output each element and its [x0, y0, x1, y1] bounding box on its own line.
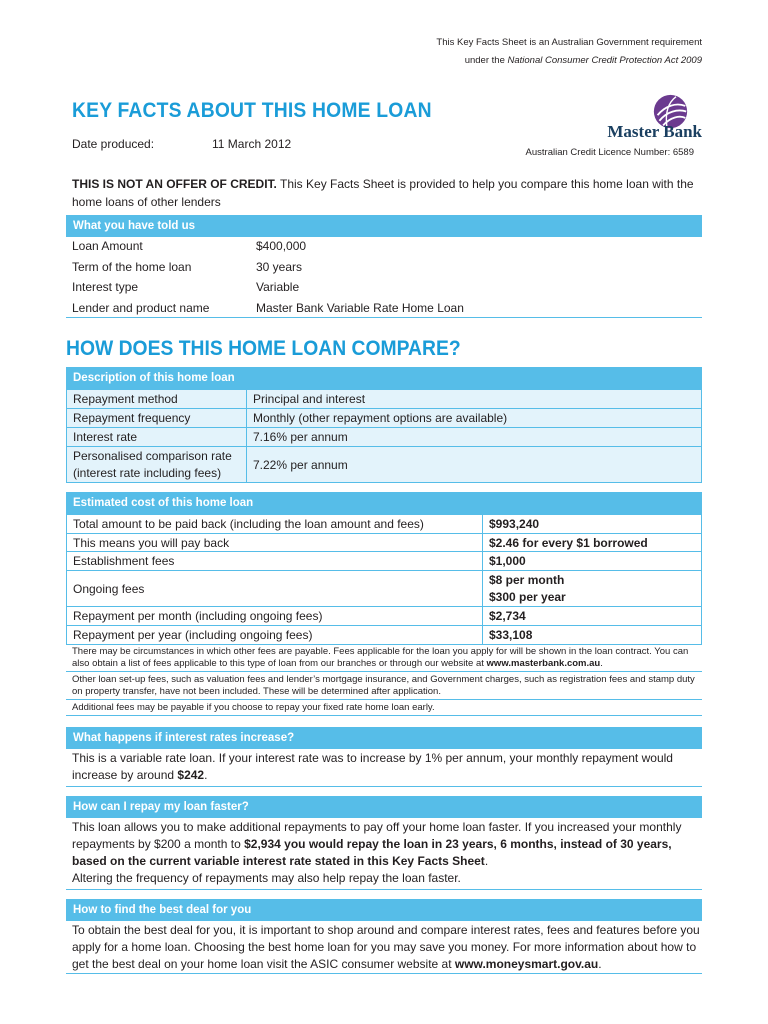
table-row: Term of the home loan 30 years [72, 259, 303, 274]
date-produced [72, 137, 291, 151]
divider [66, 715, 702, 716]
bank-name-logo: Master Bank [607, 122, 702, 141]
best-deal-text: To obtain the best deal for you, it is important to shop around and compare interest rates, fees and features before you apply for a home loan. Choosing the best home loan for you may save you money. For more information about how to get the best deal on your home loan visit the ASIC consumer website at www.moneysmart.gov.au. [72, 923, 700, 971]
told-us-heading: What you have told us [66, 215, 702, 237]
masterbank-link[interactable]: www.masterbank.com.au [486, 657, 601, 669]
table-row: Lender and product name Master Bank Variable Rate Home Loan [72, 300, 464, 315]
table-row: Loan Amount $400,000 [72, 239, 307, 253]
credit-licence: Australian Credit Licence Number: 6589 [525, 147, 694, 158]
table-row: Personalised comparison rate (interest rate including fees) 7.22% per annum [67, 447, 702, 483]
moneysmart-link[interactable]: www.moneysmart.gov.au [454, 957, 599, 971]
page-title: KEY FACTS ABOUT THIS HOME LOAN [72, 99, 432, 122]
date-value: 11 March 2012 [212, 137, 292, 151]
faster-heading: How can I repay my loan faster? [66, 796, 702, 818]
table-row: Repayment per month (including ongoing fees) $2,734 [67, 607, 702, 626]
divider [66, 889, 702, 890]
divider [66, 973, 702, 974]
fees-note: There may be circumstances in which other fees are payable. Fees applicable for the loan you apply for will be shown in the loan contract. You can also obtain a list of fees applicable to this type of loan from our branches or through our website at www.masterbank.com.au. [72, 646, 689, 669]
description-heading: Description of this home loan [66, 367, 702, 389]
setup-fees-note: Other loan set-up fees, such as valuation fees and lender’s mortgage insurance, and Government charges, such as registration fees and stamp duty on property transfer, have not been included. These will be determined after application. [72, 674, 695, 697]
cost-table [66, 514, 702, 645]
table-row: Establishment fees $1,000 [67, 552, 702, 571]
table-row: Ongoing fees $8 per month $300 per year [67, 571, 702, 607]
date-label: Date produced: [72, 137, 155, 151]
divider [66, 671, 702, 672]
table-row: This means you will pay back $2.46 for every $1 borrowed [67, 534, 702, 552]
rates-heading: What happens if interest rates increase? [66, 727, 702, 749]
gov-note-line1: This Key Facts Sheet is an Australian Government requirement [436, 37, 702, 48]
rates-text: This is a variable rate loan. If your interest rate was to increase by 1% per annum, your monthly repayment would increase by around $242. [72, 751, 673, 782]
table-row: Total amount to be paid back (including the loan amount and fees) $993,240 [67, 515, 702, 534]
not-offer-statement: THIS IS NOT AN OFFER OF CREDIT. This Key Facts Sheet is provided to help you compare this home loan with the home loans of other lenders [72, 177, 694, 209]
government-requirement-note [436, 34, 702, 70]
told-us-table [66, 236, 702, 318]
table-row: Repayment method Principal and interest [67, 390, 702, 409]
faster-text: This loan allows you to make additional repayments to pay off your home loan faster. If you increased your monthly repayments by $200 a month to $2,934 you would repay the loan in 23 years, 6 months, instead of 30 years, based on the current variable interest rate stated in this Key Facts Sheet. Altering the frequency of repayments may also help repay the loan faster. [72, 820, 682, 885]
compare-title: HOW DOES THIS HOME LOAN COMPARE? [66, 337, 461, 360]
table-row: Repayment frequency Monthly (other repayment options are available) [67, 409, 702, 428]
table-row: Interest type Variable [72, 280, 300, 294]
best-deal-heading: How to find the best deal for you [66, 899, 702, 921]
early-repayment-note: Additional fees may be payable if you choose to repay your fixed rate home loan early. [72, 702, 435, 713]
table-row: Repayment per year (including ongoing fees) $33,108 [67, 626, 702, 645]
divider [66, 786, 702, 787]
table-row: Interest rate 7.16% per annum [67, 428, 702, 447]
divider [66, 317, 702, 318]
gov-note-line2: under the National Consumer Credit Protection Act 2009 [464, 55, 702, 66]
cost-heading: Estimated cost of this home loan [66, 492, 702, 514]
description-table [66, 389, 702, 483]
divider [66, 699, 702, 700]
act-name: National Consumer Credit Protection Act 2009 [507, 55, 702, 66]
